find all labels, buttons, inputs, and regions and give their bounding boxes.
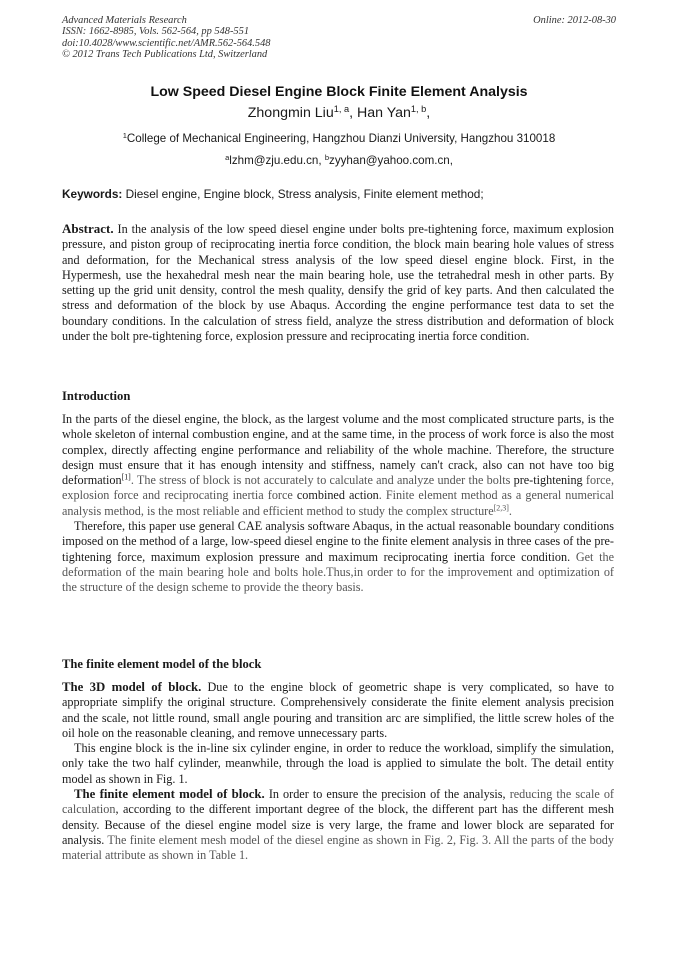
introduction-body: [62, 412, 614, 596]
fem-p3-text-a: In order to ensure the precision of the analysis,: [264, 787, 510, 802]
journal-name: Advanced Materials Research: [62, 15, 187, 26]
email-b-marker: b: [324, 152, 330, 162]
fem-p3-text-b: reducing the scale of calculation: [62, 787, 614, 817]
fem-p3-text-c: , according to the different important degree of the block, the different part has the different mesh density. Because of the diesel engine model size is very large, the frame and lower block are separated for analysis.: [62, 802, 614, 847]
affiliation-marker: 1: [122, 130, 127, 140]
intro-p1-text-c: pre-tightening: [513, 473, 583, 488]
email-a[interactable]: lzhm@zju.edu.cn,: [229, 154, 322, 167]
journal-header: [62, 15, 616, 61]
intro-p2-text: Therefore, this paper use general CAE analysis software Abaqus, in the actual reasonable boundary conditions imposed on the method of a large, low-speed diesel engine to the finite element analysis in three cases of the pre-tightening force, maximum explosion pressure and maximum reciprocating inertia force condition.: [62, 519, 614, 564]
fem-paragraph-1: [62, 680, 614, 741]
citation-2-3: [2,3]: [493, 503, 509, 513]
intro-p1-text-e: combined action: [296, 488, 379, 503]
affiliation: [0, 132, 678, 145]
doi-line: doi:10.4028/www.scientific.net/AMR.562-564.548: [62, 37, 271, 49]
author-separator: ,: [349, 105, 357, 121]
intro-paragraph-1: [62, 412, 614, 519]
keywords-label: Keywords:: [62, 187, 123, 201]
fem-body: [62, 680, 614, 864]
intro-p1-text-f: . Finite element method as a general numerical analysis method, is the most reliable and efficient method to study the complex structure: [62, 488, 615, 518]
online-date: Online: 2012-08-30: [533, 15, 616, 26]
citation-1: [1]: [121, 472, 131, 482]
fem-p1-text: Due to the engine block of geometric shape is very complicated, so have to appropriate simplify the original structure. Comprehensively considerate the finite element analysis precision and the scale, not little round, small angle pouring and transition arc are simplified, the little screw holes of the oil hole on the reasonable cleaning, and remove unnecessary parts.: [62, 680, 614, 740]
fem-paragraph-3: [62, 787, 614, 863]
author-1-affil: 1, a: [333, 103, 350, 114]
author-1: Zhongmin Liu: [247, 105, 334, 121]
keywords: [62, 187, 618, 201]
intro-p1-text: In the parts of the diesel engine, the block, as the largest volume and the most complicated structure parts, is the whole skeleton of internal combustion engine, and at the same time, in the process of work force is also the most complex, directly affecting engine performance and reliability of the whole machine. Therefore, the structure design must ensure that it has enough intensity and stiffness, namely can't crack, also can not have too big deformation: [62, 412, 614, 488]
subheading-fe-model: The finite element model of block.: [74, 787, 265, 802]
email-a-marker: a: [225, 152, 230, 162]
section-heading-introduction: Introduction: [62, 389, 131, 403]
section-heading-fem: The finite element model of the block: [62, 657, 262, 671]
author-2: Han Yan: [357, 105, 411, 121]
author-line: [0, 105, 678, 121]
abstract-label: Abstract.: [62, 221, 114, 236]
subheading-3d-model: The 3D model of block.: [62, 680, 202, 694]
fem-p3-text-d: The finite element mesh model of the diesel engine as shown in Fig. 2, Fig. 3. All the parts of the body material attribute as shown in Table 1.: [62, 832, 614, 863]
abstract: [62, 221, 614, 344]
keywords-text: Diesel engine, Engine block, Stress analysis, Finite element method;: [122, 187, 484, 201]
intro-p1-text-g: .: [508, 503, 512, 518]
paper-title: Low Speed Diesel Engine Block Finite Element Analysis: [150, 84, 528, 100]
author-tail: ,: [426, 105, 431, 121]
author-2-affil: 1, b: [410, 103, 427, 114]
intro-p2-text-b: Get the deformation of the main bearing hole and bolts hole.Thus,in order to for the improvement and optimization of the structure of the design scheme to provide the theory basis.: [62, 549, 614, 595]
intro-paragraph-2: [62, 519, 614, 595]
email-b[interactable]: zyyhan@yahoo.com.cn,: [329, 154, 453, 167]
affiliation-text: College of Mechanical Engineering, Hangzhou Dianzi University, Hangzhou 310018: [126, 132, 556, 145]
issn-line: ISSN: 1662-8985, Vols. 562-564, pp 548-551: [62, 26, 250, 38]
intro-p1-text-d: force, explosion force and reciprocating inertia force: [62, 473, 614, 503]
intro-p1-text-b: . The stress of block is not accurately to calculate and analyze under the bolts: [130, 473, 514, 488]
email-line: [0, 154, 678, 167]
fem-paragraph-2: [62, 741, 614, 787]
abstract-text: In the analysis of the low speed diesel engine under bolts pre-tightening force, maximum explosion pressure, and piston group of reciprocating inertia force condition, the block main bearing hole values of stress and deformation, for the Mechanical stress analysis of the low speed diesel engine block. First, in the Hypermesh, use the hexahedral mesh near the main bearing hole, use the tetrahedral mesh in other parts. By setting up the grid unit density, control the mesh quality, densify the grid of key parts. And then calculated the stress and deformation of the block by use Abaqus. According the engine performance test data to set the boundary conditions. In the calculation of stress field, analyze the stress distribution and deformation of block under the bolt pre-tightening force, explosion pressure and reciprocating inertia force condition.: [62, 222, 614, 344]
copyright-line: © 2012 Trans Tech Publications Ltd, Switzerland: [62, 49, 268, 61]
fem-p2-text: This engine block is the in-line six cylinder engine, in order to reduce the workload, simplify the simulation, only take the two half cylinder, meanwhile, through the load is applied to simulate the bolt. The detail entity model as shown in Fig. 1.: [62, 741, 614, 786]
